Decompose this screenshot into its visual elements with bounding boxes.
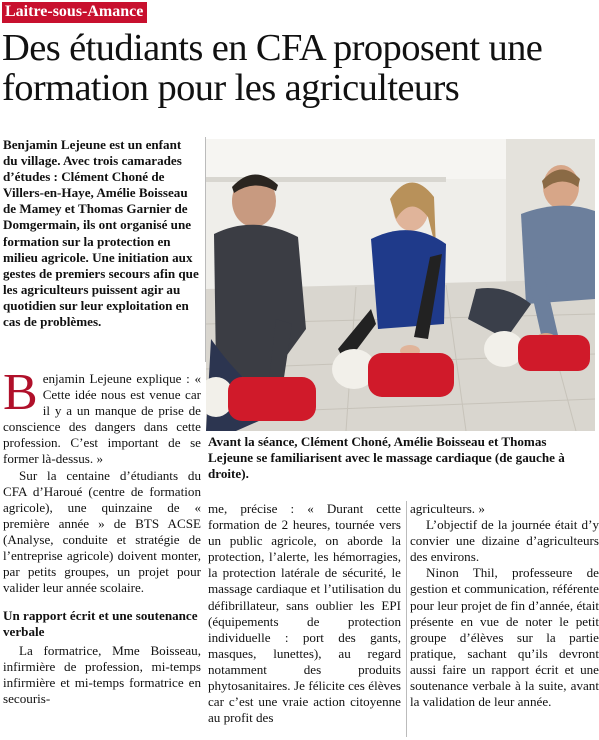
column-divider-2 [406,501,407,737]
paragraph-5: Ninon Thil, professeure de gestion et communication, référente pour leur projet de fin d’année, était présente en vue de noter le petit groupe d’élèves sur la partie pratique, sachant qu’ils devront aussi faire un rapport écrit et une soutenance verbale à la suite, avant la validation de leur année. [410,565,599,710]
drop-cap: B [3,364,38,421]
paragraph-3-start: La formatrice, Mme Boisseau, infirmière de profession, mi-temps infirmière et mi-temps formatrice en secouris- [3,642,201,706]
body-column-1 [3,364,201,707]
headline: Des étudiants en CFA proposent une formation pour les agriculteurs [2,27,543,109]
photo-caption: Avant la séance, Clément Choné, Amélie Boisseau et Thomas Lejeune se familiarisent avec le massage cardiaque (de gauche à droite). [208,434,565,481]
paragraph-4: L’objectif de la journée était d’y convier une dizaine d’agriculteurs des environs. [410,517,599,565]
body-column-3 [410,501,599,710]
body-column-2 [208,501,401,726]
cpr-training-photo [206,139,595,431]
lede-text: Benjamin Lejeune est un enfant du village. Avec trois camarades d’études : Clément Choné de Villers-en-Haye, Amélie Boisseau de Mamey et Thomas Garnier de Domgermain, ils ont organisé une formation sur la protection en milieu agricole. Une initiation aux gestes de premiers secours afin que les agriculteurs puissent agir au quotidien sur leur exploitation en cas de problèmes. [3,137,199,330]
article-photo [206,139,595,431]
section-kicker: Laitre-sous-Amance [2,2,147,23]
subheading: Un rapport écrit et une soutenance verbale [3,608,198,640]
lede [3,137,199,330]
paragraph-3-continued: me, précise : « Durant cette formation de 2 heures, tournée vers un public agricole, on aborde la protection, l’alerte, les hémorragies, la protection latérale de sécurité, le massage cardiaque et l’utilisation du défibrillateur, sans oublier les EPI (équipements de protection individuelle : port des gants, masques, lunettes), au regard notamment des produits phytosanitaires. Je félicite ces élèves car c’est une vraie action citoyenne au profit des [208,501,401,726]
paragraph-3-end: agriculteurs. » [410,501,485,516]
paragraph-2: Sur la centaine d’étudiants du CFA d’Haroué (centre de formation agricole), une quinzaine de « première année » de BTS ACSE (Analyse, conduite et stratégie de l’entreprise agricole) doivent monter, par petits groupes, un projet pour valider leur année scolaire. [3,467,201,596]
paragraph-1-text: enjamin Lejeune explique : « Cette idée nous est venue car il y a un manque de prise de conscience des dangers dans cette profession. C’est important de se former là-dessus. » [3,371,201,467]
paragraph-1 [3,364,201,468]
